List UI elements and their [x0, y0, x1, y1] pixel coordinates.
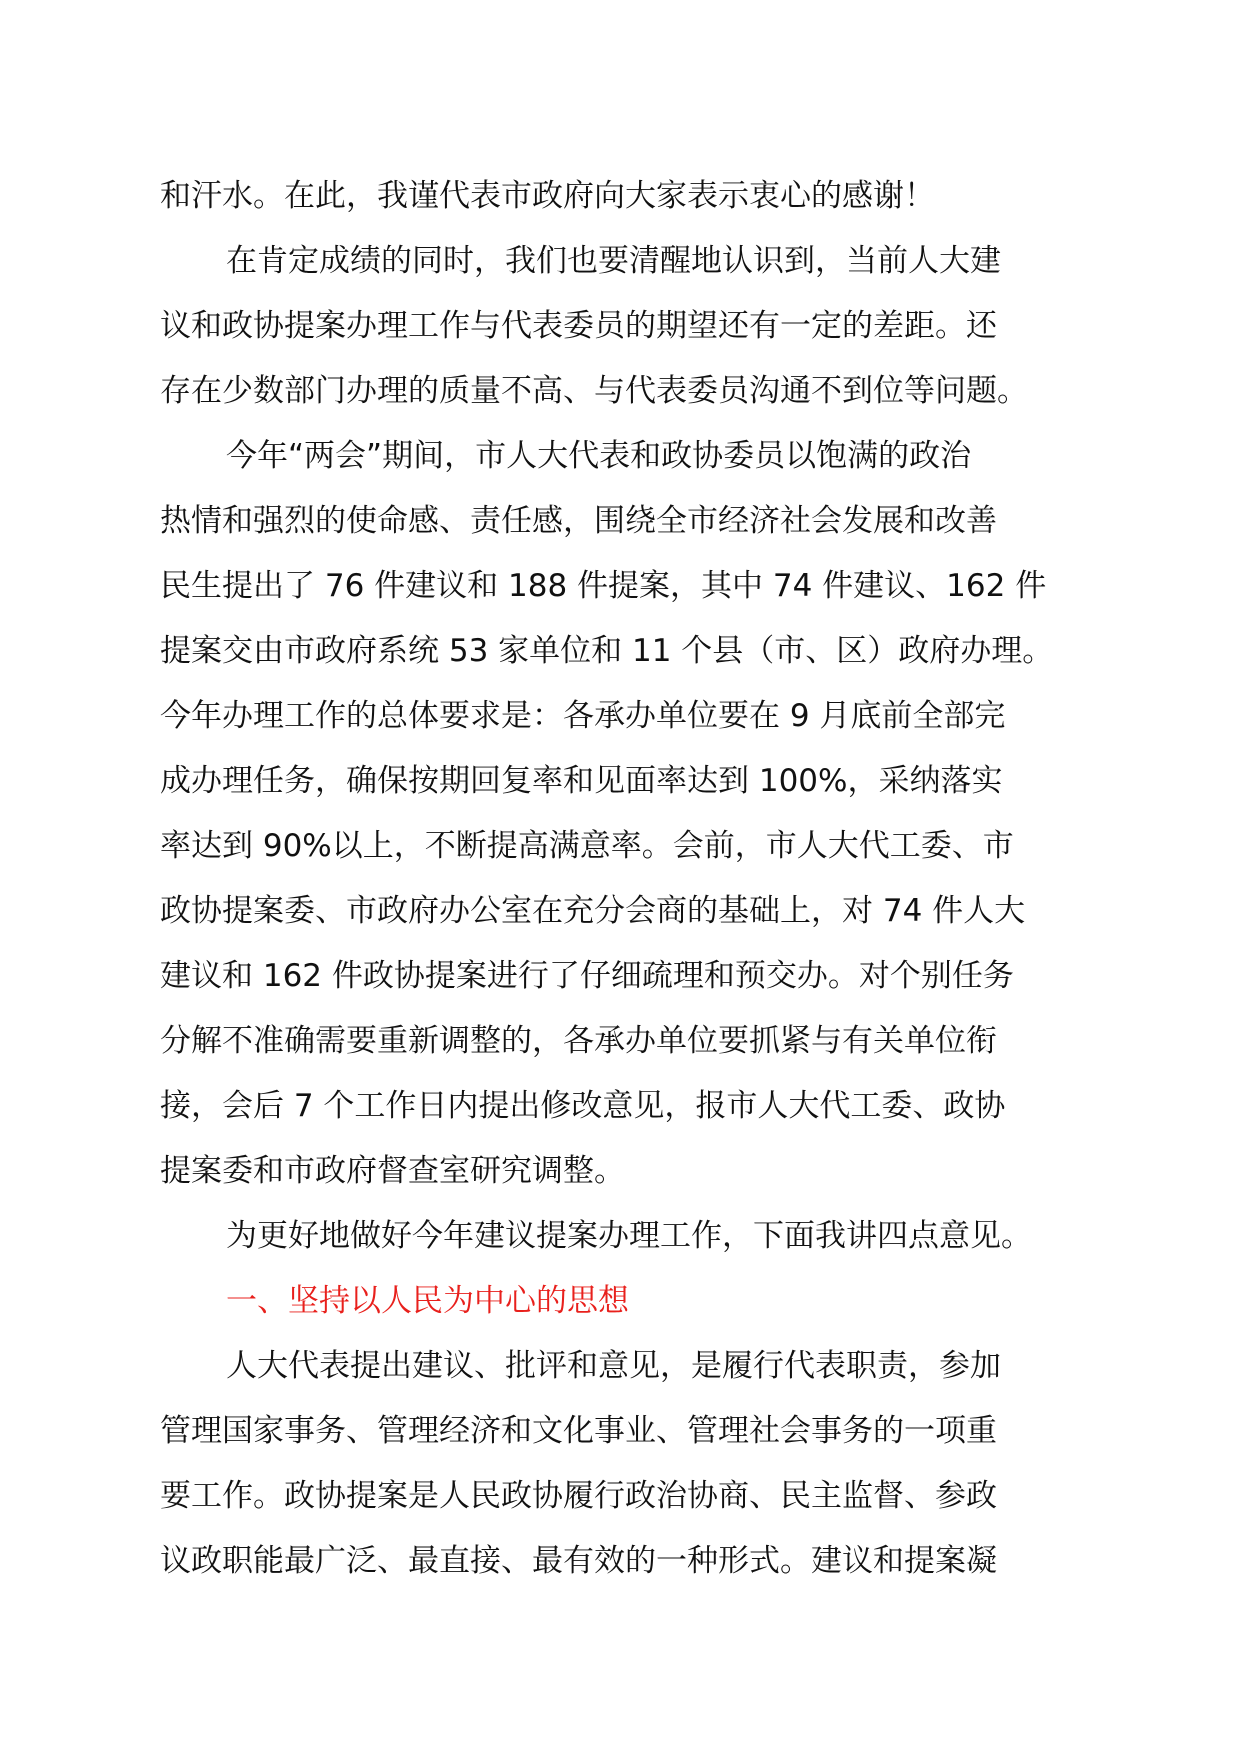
text-line: 成办理任务，确保按期回复率和见面率达到 100%，采纳落实 [160, 763, 1003, 799]
section-heading: 一、坚持以人民为中心的思想 [226, 1283, 629, 1319]
text-line: 今年办理工作的总体要求是：各承办单位要在 9 月底前全部完 [160, 698, 1006, 734]
text-line: 提案委和市政府督查室研究调整。 [160, 1153, 625, 1189]
text-line: 政协提案委、市政府办公室在充分会商的基础上，对 74 件人大 [160, 893, 1026, 929]
text-line: 提案交由市政府系统 53 家单位和 11 个县（市、区）政府办理。 [160, 633, 1054, 669]
paragraph-first-line: 今年“两会”期间，市人大代表和政协委员以饱满的政治 [226, 438, 972, 474]
text-line: 和汗水。在此，我谨代表市政府向大家表示衷心的感谢！ [160, 178, 935, 214]
text-line: 建议和 162 件政协提案进行了仔细疏理和预交办。对个别任务 [160, 958, 1014, 994]
text-line: 议政职能最广泛、最直接、最有效的一种形式。建议和提案凝 [160, 1543, 997, 1579]
text-line: 要工作。政协提案是人民政协履行政治协商、民主监督、参政 [160, 1478, 997, 1514]
text-line: 议和政协提案办理工作与代表委员的期望还有一定的差距。还 [160, 308, 997, 344]
text-line: 接，会后 7 个工作日内提出修改意见，报市人大代工委、政协 [160, 1088, 1006, 1124]
paragraph-first-line: 人大代表提出建议、批评和意见，是履行代表职责，参加 [226, 1348, 1001, 1384]
paragraph-first-line: 在肯定成绩的同时，我们也要清醒地认识到，当前人大建 [226, 243, 1001, 279]
text-line: 率达到 90%以上，不断提高满意率。会前，市人大代工委、市 [160, 828, 1014, 864]
text-line: 存在少数部门办理的质量不高、与代表委员沟通不到位等问题。 [160, 373, 1028, 409]
text-line: 民生提出了 76 件建议和 188 件提案，其中 74 件建议、162 件 [160, 568, 1047, 604]
document-body [160, 164, 1100, 1594]
paragraph-first-line: 为更好地做好今年建议提案办理工作，下面我讲四点意见。 [226, 1218, 1032, 1254]
text-line: 分解不准确需要重新调整的，各承办单位要抓紧与有关单位衔 [160, 1023, 997, 1059]
text-line: 热情和强烈的使命感、责任感，围绕全市经济社会发展和改善 [160, 503, 997, 539]
text-line: 管理国家事务、管理经济和文化事业、管理社会事务的一项重 [160, 1413, 997, 1449]
